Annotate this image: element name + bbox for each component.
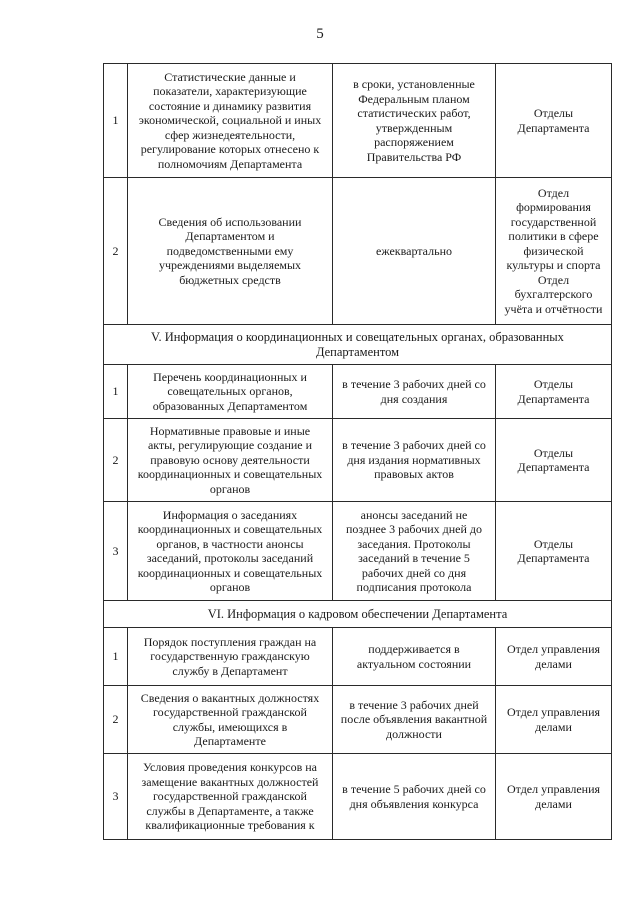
row-number: 2 [104, 419, 128, 502]
table-row [104, 365, 612, 419]
row-number: 1 [104, 628, 128, 686]
table-row [104, 686, 612, 754]
responsible-cell: Отделы Департамента [496, 419, 612, 502]
responsible-cell: Отдел формирования государственной политики в сфере физической культуры и спорта Отдел бухгалтерского учёта и отчётности [496, 178, 612, 325]
section-title: V. Информация о координационных и совещательных органах, образованных Департаментом [104, 325, 612, 365]
info-name-cell: Сведения об использовании Департаментом и подведомственными ему учреждениями выделяемых бюджетных средств [128, 178, 333, 325]
deadline-cell: в течение 3 рабочих дней после объявления вакантной должности [333, 686, 496, 754]
table-row [104, 754, 612, 840]
deadline-cell: в течение 5 рабочих дней со дня объявления конкурса [333, 754, 496, 840]
section-header-row [104, 325, 612, 365]
deadline-cell: ежеквартально [333, 178, 496, 325]
row-number: 3 [104, 502, 128, 601]
table-row [104, 178, 612, 325]
row-number: 1 [104, 64, 128, 178]
info-name-cell: Сведения о вакантных должностях государственной гражданской службы, имеющихся в Департаменте [128, 686, 333, 754]
deadline-cell: поддерживается в актуальном состоянии [333, 628, 496, 686]
info-name-cell: Порядок поступления граждан на государственную гражданскую службу в Департамент [128, 628, 333, 686]
table-row [104, 628, 612, 686]
responsible-cell: Отдел управления делами [496, 686, 612, 754]
table-row [104, 419, 612, 502]
row-number: 1 [104, 365, 128, 419]
info-name-cell: Статистические данные и показатели, характеризующие состояние и динамику развития экономической, социальной и иных сфер жизнедеятельности, регулирование которых отнесено к полномочиям Департамента [128, 64, 333, 178]
section-header-row [104, 601, 612, 628]
responsible-cell: Отделы Департамента [496, 502, 612, 601]
table-row [104, 64, 612, 178]
row-number: 2 [104, 686, 128, 754]
row-number: 3 [104, 754, 128, 840]
responsible-cell: Отделы Департамента [496, 64, 612, 178]
page-number: 5 [316, 26, 324, 42]
deadline-cell: в сроки, установленные Федеральным планом статистических работ, утвержденным распоряжением Правительства РФ [333, 64, 496, 178]
info-name-cell: Нормативные правовые и иные акты, регулирующие создание и правовую основу деятельности координационных и совещательных органов [128, 419, 333, 502]
row-number: 2 [104, 178, 128, 325]
deadline-cell: в течение 3 рабочих дней со дня создания [333, 365, 496, 419]
responsible-cell: Отдел управления делами [496, 754, 612, 840]
deadline-cell: анонсы заседаний не позднее 3 рабочих дней до заседания. Протоколы заседаний в течение 5 рабочих дней со дня подписания протокола [333, 502, 496, 601]
table-row [104, 502, 612, 601]
info-name-cell: Перечень координационных и совещательных органов, образованных Департаментом [128, 365, 333, 419]
info-name-cell: Условия проведения конкурсов на замещение вакантных должностей государственной гражданской службы в Департаменте, а также квалификационные требования к [128, 754, 333, 840]
responsible-cell: Отдел управления делами [496, 628, 612, 686]
information-table [103, 63, 612, 840]
section-title: VI. Информация о кадровом обеспечении Департамента [104, 601, 612, 628]
info-name-cell: Информация о заседаниях координационных и совещательных органов, в частности анонсы заседаний, протоколы заседаний координационных и совещательных органов [128, 502, 333, 601]
responsible-cell: Отделы Департамента [496, 365, 612, 419]
deadline-cell: в течение 3 рабочих дней со дня издания нормативных правовых актов [333, 419, 496, 502]
